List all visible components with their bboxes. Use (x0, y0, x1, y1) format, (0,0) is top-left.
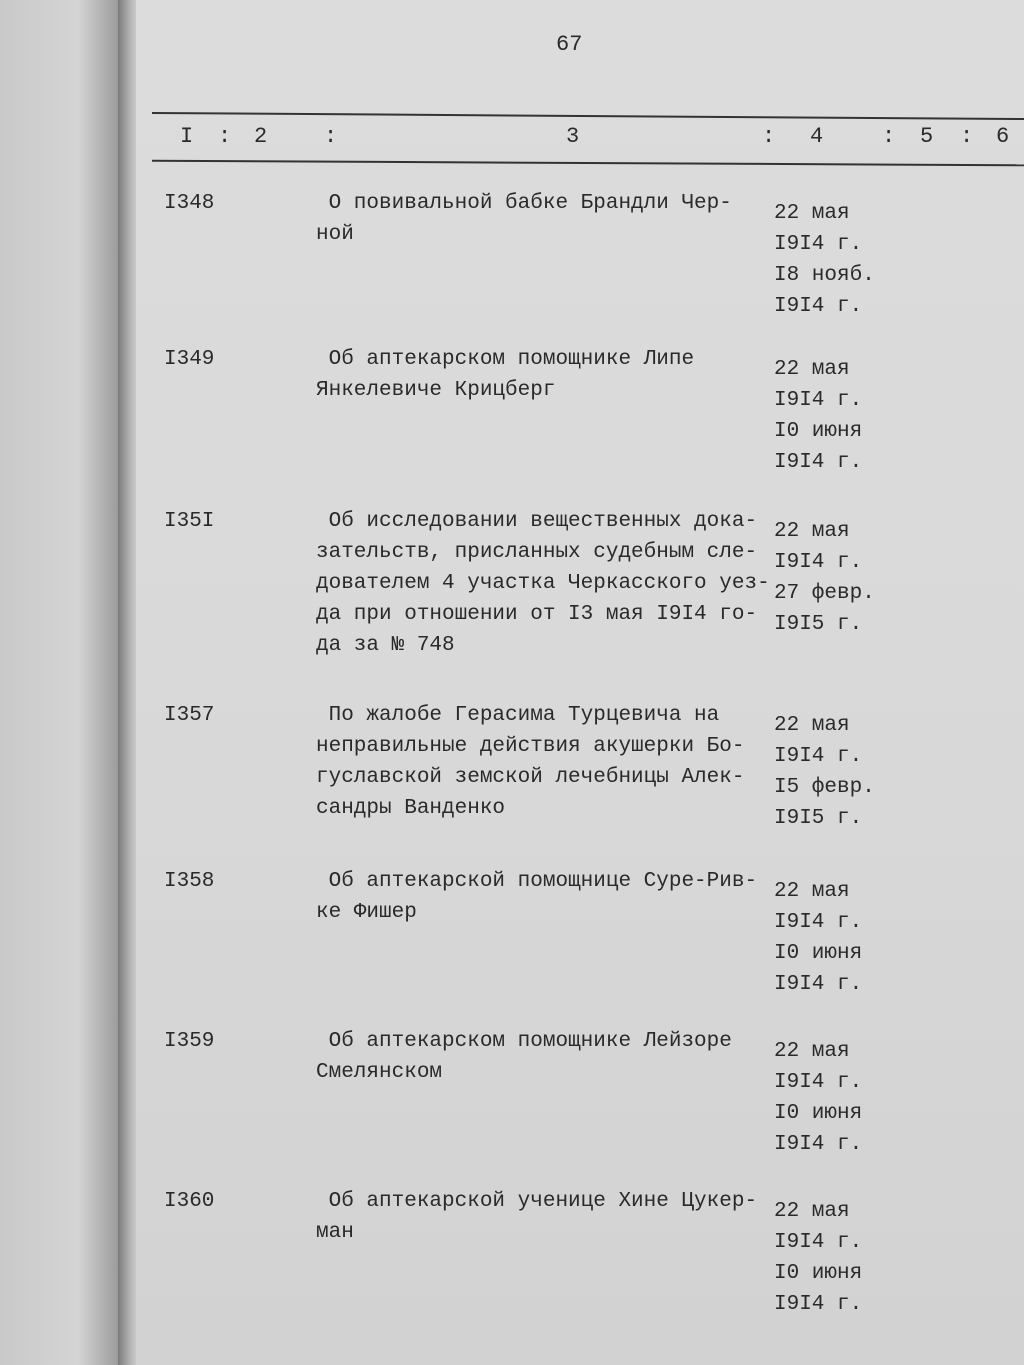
header-col-4: 4 (810, 124, 824, 149)
record-dates: 22 мая I9I4 г. 27 февр. I9I5 г. (774, 520, 875, 636)
record-title: Об аптекарском помощнике Лейзоре Смелянском (316, 1030, 732, 1084)
record-number: I358 (164, 870, 215, 893)
header-sep-4: : (882, 124, 896, 149)
record-title: Об аптекарском помощнике Липе Янкелевиче Крицберг (316, 348, 695, 402)
record-number: I360 (164, 1190, 215, 1213)
record-number: I349 (164, 348, 215, 371)
record-number: I357 (164, 704, 215, 727)
table-header (136, 124, 1024, 158)
header-sep-1: : (218, 124, 232, 149)
record-title: О повивальной бабке Брандли Чер- ной (316, 192, 732, 246)
record-number: I359 (164, 1030, 215, 1053)
document-page (136, 0, 1024, 1365)
record-number: I348 (164, 192, 215, 215)
record-title: По жалобе Герасима Турцевича на неправильные действия акушерки Бо- гуславской земской лечебницы Алек- сандры Ванденко (316, 704, 745, 820)
record-number: I35I (164, 510, 215, 533)
header-col-5: 5 (920, 124, 934, 149)
record-dates: 22 мая I9I4 г. I0 июня I9I4 г. (774, 880, 863, 996)
record-dates: 22 мая I9I4 г. I8 нояб. I9I4 г. (774, 202, 875, 318)
header-col-1: I (180, 124, 194, 149)
record-title: Об исследовании вещественных дока- зательств, присланных судебным сле- дователем 4 участка Черкасского уез- да при отношении от I3 мая I9I4 го- да за № 748 (316, 510, 770, 657)
page-number: 67 (556, 32, 583, 57)
record-dates: 22 мая I9I4 г. I0 июня I9I4 г. (774, 358, 863, 474)
record-title: Об аптекарской помощнице Суре-Рив- ке Фишер (316, 870, 758, 924)
header-top-rule (152, 112, 1024, 120)
header-sep-5: : (960, 124, 974, 149)
header-sep-2: : (324, 124, 338, 149)
header-col-6: 6 (996, 124, 1010, 149)
facing-page (0, 0, 130, 1365)
header-col-2: 2 (254, 124, 268, 149)
record-dates: 22 мая I9I4 г. I0 июня I9I4 г. (774, 1200, 863, 1316)
record-dates: 22 мая I9I4 г. I5 февр. I9I5 г. (774, 714, 875, 830)
record-dates: 22 мая I9I4 г. I0 июня I9I4 г. (774, 1040, 863, 1156)
header-bottom-rule (152, 160, 1024, 167)
header-sep-3: : (762, 124, 776, 149)
header-col-3: 3 (566, 124, 580, 149)
record-title: Об аптекарской ученице Хине Цукер- ман (316, 1190, 758, 1244)
